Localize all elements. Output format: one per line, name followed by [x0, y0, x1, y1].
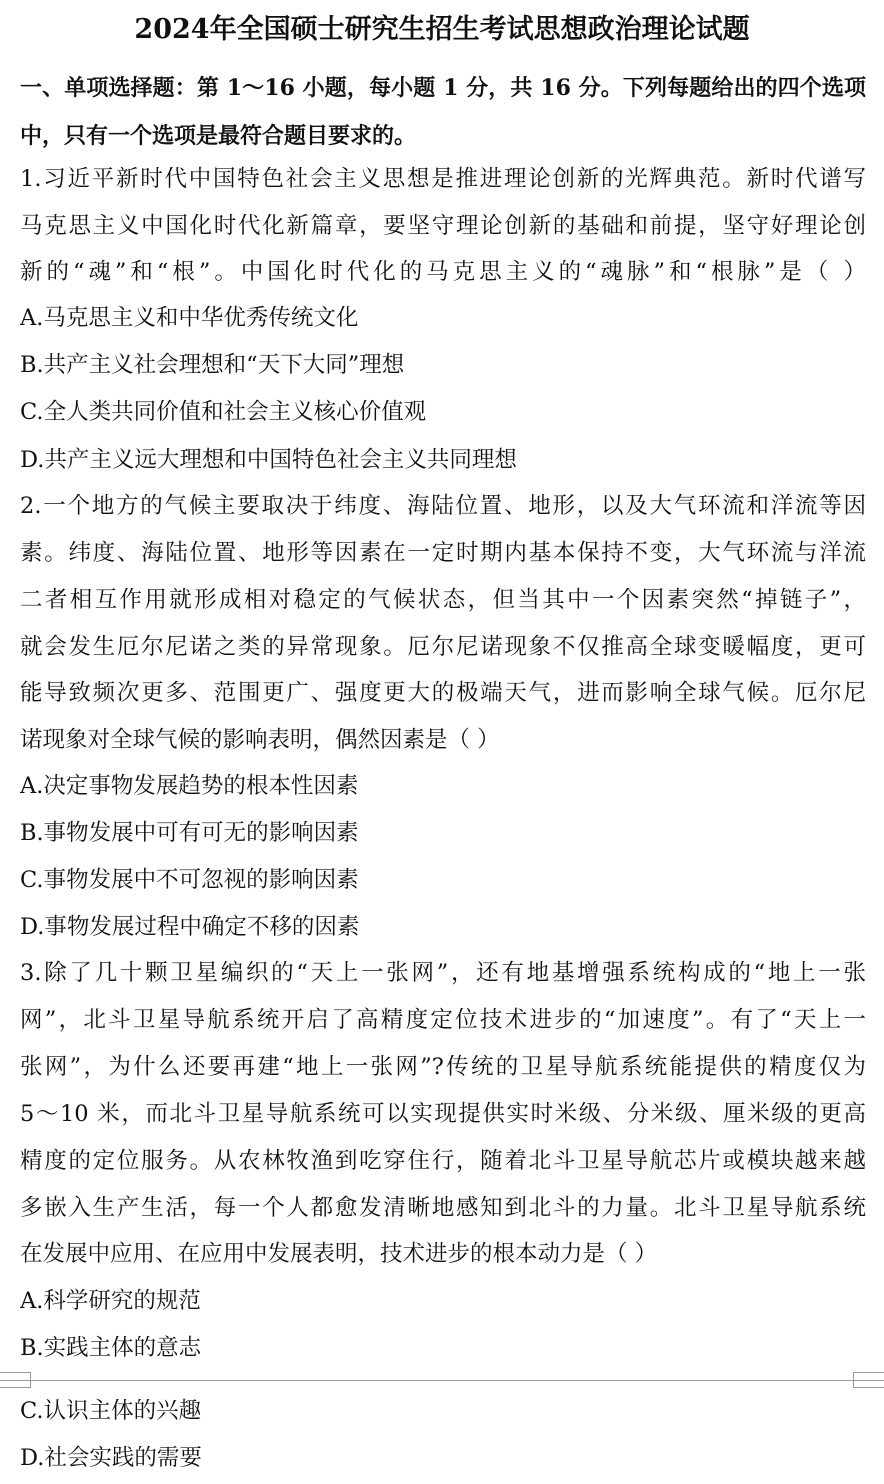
q2-option-b: B.事物发展中可有可无的影响因素 [20, 820, 359, 846]
page-break-rule [0, 1380, 884, 1381]
q2-stem-line: 能导致频次更多、范围更广、强度更大的极端天气，进而影响全球气候。厄尔尼 [20, 680, 866, 706]
q3-option-c: C.认识主体的兴趣 [20, 1398, 202, 1424]
q3-stem-line: 张网”，为什么还要再建“地上一张网”?传统的卫星导航系统能提供的精度仅为 [20, 1054, 866, 1080]
q2-stem-line: 二者相互作用就形成相对稳定的气候状态，但当其中一个因素突然“掉链子”， [20, 587, 866, 613]
q1-stem-line: 马克思主义中国化时代化新篇章，要坚守理论创新的基础和前提，坚守好理论创 [20, 213, 866, 239]
q2-stem-line: 素。纬度、海陆位置、地形等因素在一定时期内基本保持不变，大气环流与洋流 [20, 540, 866, 566]
q1-stem-line: 新的“魂”和“根”。中国化时代化的马克思主义的“魂脉”和“根脉”是（ ） [20, 259, 866, 285]
q2-option-a: A.决定事物发展趋势的根本性因素 [20, 773, 359, 799]
q3-stem-line: 5～10 米，而北斗卫星导航系统可以实现提供实时米级、分米级、厘米级的更高 [20, 1101, 866, 1127]
q3-option-b: B.实践主体的意志 [20, 1335, 202, 1361]
q2-option-c: C.事物发展中不可忽视的影响因素 [20, 867, 359, 893]
q1-option-a: A.马克思主义和中华优秀传统文化 [20, 305, 359, 331]
q1-option-b: B.共产主义社会理想和“天下大同”理想 [20, 352, 405, 378]
q3-option-d: D.社会实践的需要 [20, 1445, 202, 1471]
q2-stem-line: 诺现象对全球气候的影响表明，偶然因素是（ ） [20, 727, 500, 753]
q2-option-d: D.事物发展过程中确定不移的因素 [20, 914, 360, 940]
section-heading: 一、单项选择题：第 1～16 小题，每小题 1 分，共 16 分。下列每题给出的四个选项中，只有一个选项是最符合题目要求的。 [20, 75, 866, 149]
q3-stem-line: 3.除了几十颗卫星编织的“天上一张网”，还有地基增强系统构成的“地上一张 [20, 960, 866, 986]
page-corner-marker-right [853, 1372, 884, 1388]
q1-option-d: D.共产主义远大理想和中国特色社会主义共同理想 [20, 447, 517, 473]
q3-stem-line: 网”，北斗卫星导航系统开启了高精度定位技术进步的“加速度”。有了“天上一 [20, 1007, 866, 1033]
q1-stem-line: 1.习近平新时代中国特色社会主义思想是推进理论创新的光辉典范。新时代谱写 [20, 166, 866, 192]
q3-option-a: A.科学研究的规范 [20, 1288, 201, 1314]
q3-stem-line: 在发展中应用、在应用中发展表明，技术进步的根本动力是（ ） [20, 1241, 658, 1267]
exam-title: 2024年全国硕士研究生招生考试思想政治理论试题 [134, 14, 750, 45]
q2-stem-line: 2.一个地方的气候主要取决于纬度、海陆位置、地形，以及大气环流和洋流等因 [20, 493, 866, 519]
q3-stem-line: 精度的定位服务。从农林牧渔到吃穿住行，随着北斗卫星导航芯片或模块越来越 [20, 1148, 866, 1174]
q1-option-c: C.全人类共同价值和社会主义核心价值观 [20, 399, 427, 425]
q3-stem-line: 多嵌入生产生活，每一个人都愈发清晰地感知到北斗的力量。北斗卫星导航系统 [20, 1195, 866, 1221]
page-break-divider [0, 1368, 884, 1394]
q2-stem-line: 就会发生厄尔尼诺之类的异常现象。厄尔尼诺现象不仅推高全球变暖幅度，更可 [20, 634, 866, 660]
